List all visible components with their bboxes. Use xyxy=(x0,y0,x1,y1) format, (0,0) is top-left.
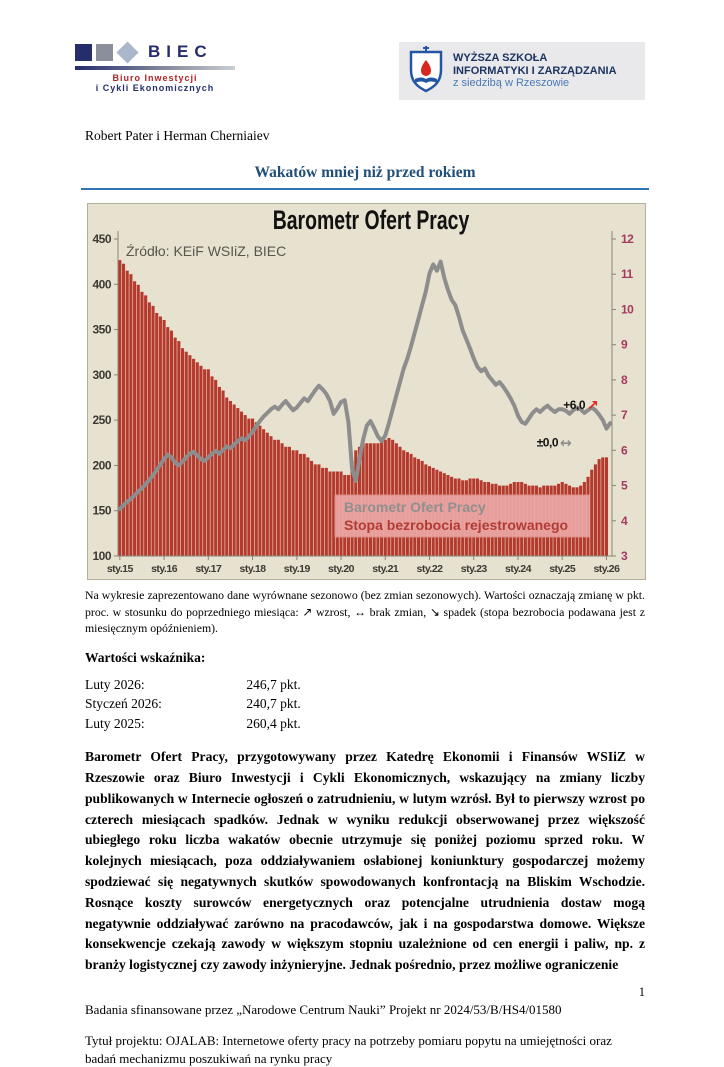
left-axis-tick-label: 300 xyxy=(92,367,111,382)
svg-text:↗: ↗ xyxy=(587,398,599,415)
x-axis-tick-label: sty.23 xyxy=(460,563,487,575)
svg-text:+6,0: +6,0 xyxy=(563,398,585,413)
biec-square-gray-icon xyxy=(96,44,113,61)
x-axis-tick-label: sty.25 xyxy=(549,563,576,575)
biec-subtitle-2: i Cykli Ekonomicznych xyxy=(95,83,215,93)
chart-note: Na wykresie zaprezentowano dane wyrównane sezonowo (bez zmian sezonowych). Wartości oznaczają zmianę w pkt. proc. w stosunku do poprzedniego miesiąca: ↗ wzrost, ↔ brak zmian, ↘ spadek (stopa bezrobocia podawana jest z miesięcznym opóźnieniem). xyxy=(85,588,645,636)
left-axis-tick-label: 150 xyxy=(92,503,111,518)
value-row-jan-2026 xyxy=(85,694,645,714)
x-axis-tick-label: sty.17 xyxy=(195,563,222,575)
right-axis-tick-label: 8 xyxy=(621,372,628,387)
right-axis-tick-label: 12 xyxy=(621,232,634,246)
biec-square-dark-icon xyxy=(75,44,92,61)
right-axis-tick-label: 4 xyxy=(621,513,628,528)
x-axis-tick-label: sty.20 xyxy=(328,563,355,575)
right-axis-tick-label: 11 xyxy=(621,267,633,282)
values-heading: Wartości wskaźnika: xyxy=(85,649,206,665)
value-label: Luty 2025: xyxy=(85,715,145,731)
document-title: Wakatów mniej niż przed rokiem xyxy=(254,164,476,181)
value-row-feb-2025 xyxy=(85,714,645,734)
left-axis-tick-label: 450 xyxy=(92,232,111,246)
indicator-values-table xyxy=(85,675,645,734)
left-axis-tick-label: 200 xyxy=(92,458,111,473)
wsiiz-shield-icon xyxy=(407,46,445,97)
legend-entry-barometer: Barometr Ofert Pracy xyxy=(344,499,486,515)
title-rule xyxy=(81,188,649,190)
header xyxy=(75,40,645,112)
x-axis-tick-label: sty.22 xyxy=(416,563,443,575)
left-axis-tick-label: 400 xyxy=(92,277,111,292)
barometr-ofert-pracy-chart xyxy=(87,203,646,580)
right-axis-tick-label: 10 xyxy=(621,302,634,317)
value-label: Styczeń 2026: xyxy=(85,696,162,712)
svg-text:↔: ↔ xyxy=(560,435,572,452)
wsiiz-name-line2: INFORMATYKI I ZARZĄDZANIA xyxy=(453,64,617,77)
biec-logo-marks xyxy=(75,40,235,64)
x-axis-tick-label: sty.24 xyxy=(504,563,531,575)
right-axis-tick-label: 7 xyxy=(621,408,628,423)
chart-legend xyxy=(335,495,589,537)
wsiiz-name-line3: z siedzibą w Rzeszowie xyxy=(453,77,570,90)
x-axis-tick-label: sty.19 xyxy=(283,563,310,575)
authors-line: Robert Pater i Herman Cherniaiev xyxy=(85,128,270,143)
left-axis-tick-label: 350 xyxy=(92,322,111,337)
x-axis-tick-label: sty.26 xyxy=(593,563,620,575)
wsiiz-logo xyxy=(399,42,645,100)
biec-diamond-icon xyxy=(116,41,138,63)
value-label: Luty 2026: xyxy=(85,676,145,692)
value-amount: 260,4 pkt. xyxy=(246,715,301,731)
biec-logo xyxy=(75,40,235,93)
right-axis-tick-label: 5 xyxy=(621,478,628,493)
footer-project: Tytuł projektu: OJALAB: Internetowe oferty pracy na potrzeby pomiaru popytu na umiejętności oraz badań mechanizmu poszukiwań na rynku pracy xyxy=(85,1033,612,1066)
wsiiz-name-line1: WYŻSZA SZKOŁA xyxy=(453,52,548,65)
right-axis-tick-label: 3 xyxy=(621,549,628,563)
right-axis-tick-label: 9 xyxy=(621,337,628,352)
x-axis-tick-label: sty.16 xyxy=(151,563,178,575)
annotation-line-change xyxy=(563,398,598,414)
left-axis-tick-label: 100 xyxy=(92,549,111,563)
value-amount: 246,7 pkt. xyxy=(246,676,301,692)
svg-text:±0,0: ±0,0 xyxy=(536,435,558,450)
right-axis-tick-label: 6 xyxy=(621,443,628,458)
x-axis-tick-label: sty.21 xyxy=(372,563,399,575)
biec-wordmark: BIEC xyxy=(148,42,213,61)
body-paragraph: Barometr Ofert Pracy, przygotowywany przez Katedrę Ekonomii i Finansów WSIiZ w Rzeszowie oraz Biuro Inwestycji i Cykli Ekonomicznych, wskazujący na zmiany liczby publikowanych w Internecie ogłoszeń o zatrudnieniu, w lutym wzrósł. Był to pierwszy wzrost po czterech miesiącach spadków. Jednak w wyniku redukcji obserwowanej przez większość ubiegłego roku liczba wakatów obecnie utrzymuje się poniżej poziomu sprzed roku. W kolejnych miesiącach, poza oddziaływaniem osłabionej koniunktury gospodarczej możemy spodziewać się negatywnych skutków spowodowanych konfrontacją na Bliskim Wschodzie. Rosnące koszty surowców energetycznych oraz potencjalne utrudnienia dostaw mogą negatywnie oddziaływać zarówno na pracodawców, jak i na gospodarstwa domowe. Większe konsekwencje czekają zawody w większym stopniu uzależnione od cen energii i paliw, np. z branży logistycznej czy zawody inżynieryjne. Jednak pośrednio, przez możliwe ograniczenie xyxy=(85,749,645,973)
left-axis-tick-label: 250 xyxy=(92,413,111,428)
x-axis-tick-label: sty.15 xyxy=(106,563,133,575)
page-number: 1 xyxy=(638,985,645,999)
annotation-bar-change xyxy=(537,435,572,451)
value-amount: 240,7 pkt. xyxy=(246,696,301,712)
footer-funding: Badania sfinansowane przez „Narodowe Centrum Nauki” Projekt nr 2024/53/B/HS4/01580 xyxy=(85,1002,562,1017)
biec-subtitle-1: Biuro Inwestycji xyxy=(112,73,198,83)
chart-source: Źródło: KEiF WSIiZ, BIEC xyxy=(126,243,287,259)
legend-entry-unemployment: Stopa bezrobocia rejestrowanego xyxy=(344,517,569,533)
x-axis-tick-label: sty.18 xyxy=(239,563,266,575)
chart-svg xyxy=(88,204,645,579)
biec-gradient-bar xyxy=(75,66,235,70)
wsiiz-text xyxy=(453,52,617,90)
chart-title: Barometr Ofert Pracy xyxy=(272,204,470,235)
value-row-feb-2026 xyxy=(85,675,645,695)
